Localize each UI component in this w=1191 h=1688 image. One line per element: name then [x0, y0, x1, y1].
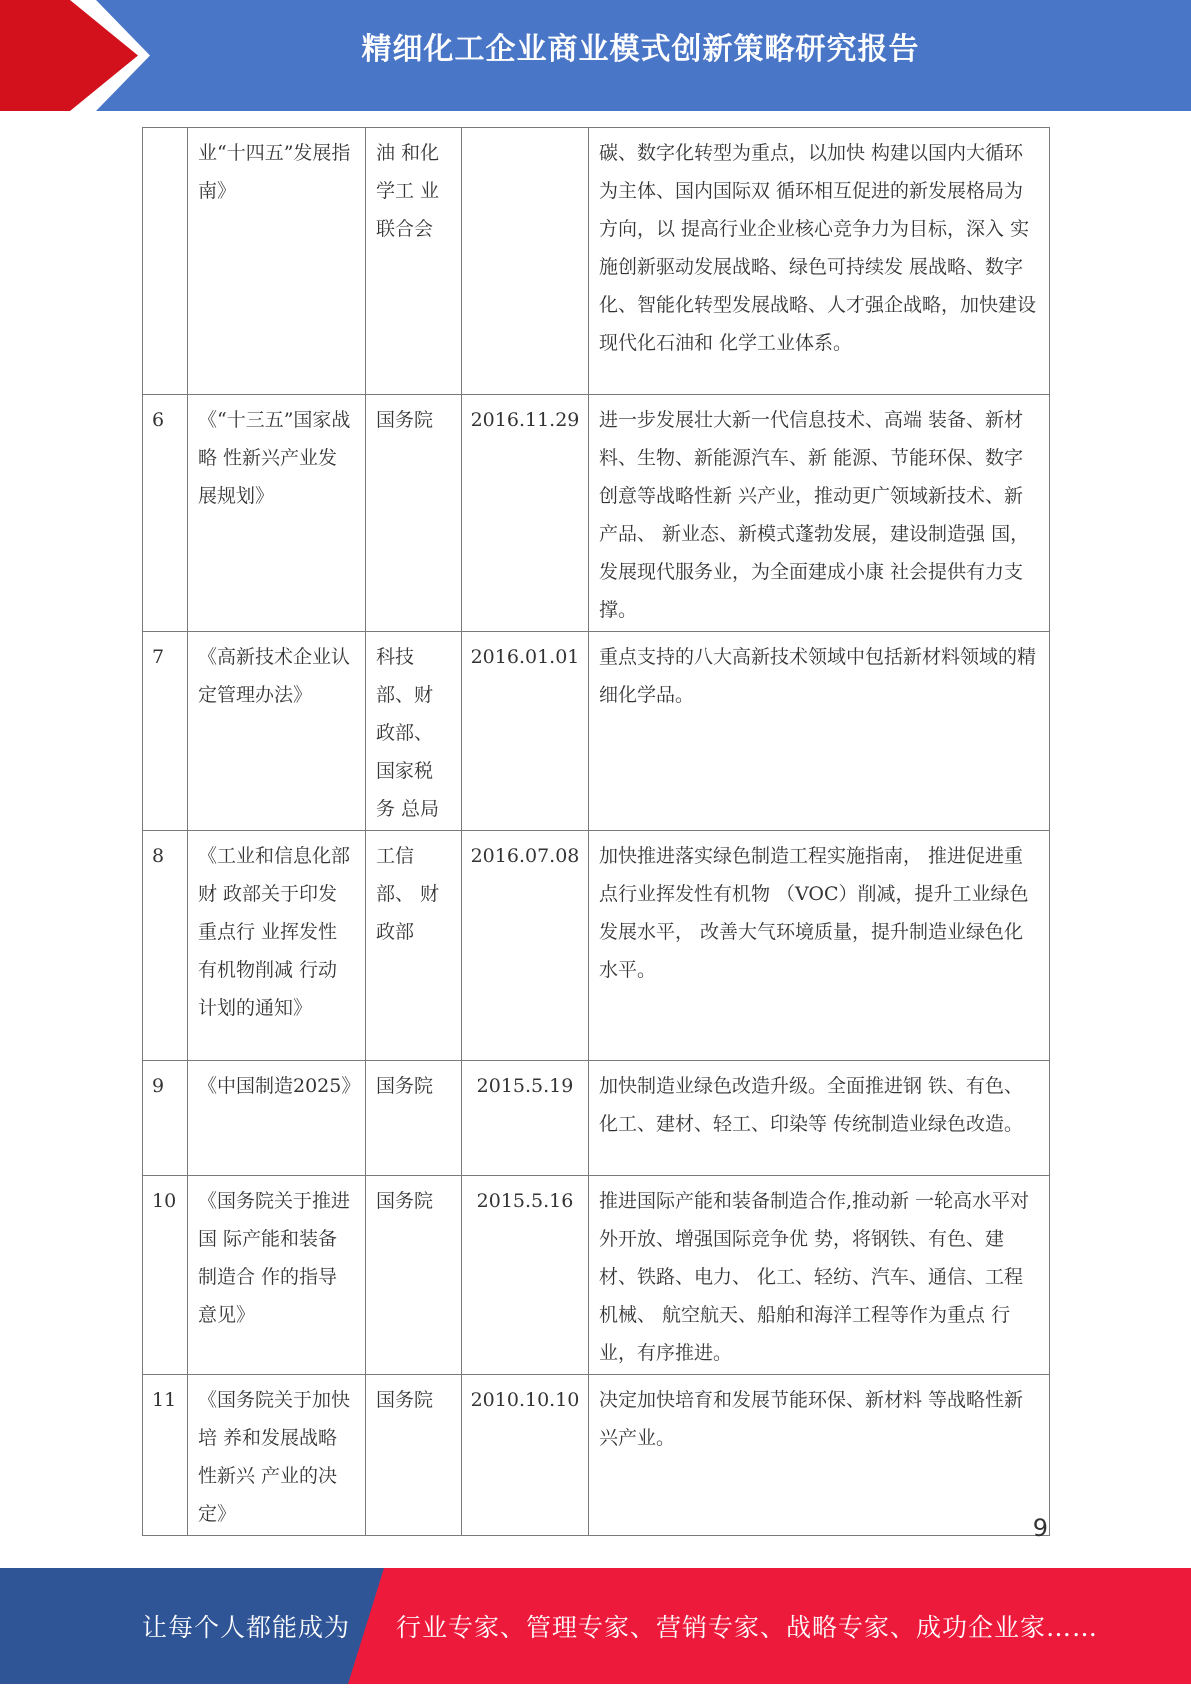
policy-name: 《国务院关于加快培 养和发展战略性新兴 产业的决定》 [188, 1375, 366, 1536]
policy-content: 加快制造业绿色改造升级。全面推进钢 铁、有色、化工、建材、轻工、印染等 传统制造业绿色改造。 [589, 1061, 1050, 1176]
row-number: 6 [143, 395, 188, 632]
issuing-body: 工信部、 财政部 [366, 831, 462, 1061]
policy-content: 决定加快培育和发展节能环保、新材料 等战略性新兴产业。 [589, 1375, 1050, 1536]
row-number: 7 [143, 632, 188, 831]
issuing-body: 国务院 [366, 395, 462, 632]
policy-name: 《工业和信息化部财 政部关于印发重点行 业挥发性有机物削减 行动计划的通知》 [188, 831, 366, 1061]
table-row [143, 1375, 1050, 1536]
policy-name: 《国务院关于推进国 际产能和装备制造合 作的指导意见》 [188, 1176, 366, 1375]
policy-table [142, 127, 1050, 1536]
policy-content: 碳、数字化转型为重点，以加快 构建以国内大循环为主体、国内国际双 循环相互促进的新发展格局为方向，以 提高行业企业核心竞争力为目标，深入 实施创新驱动发展战略、绿色可持续发 展战略、数字化、智能化转型发展战略、人才强企战略，加快建设现代化石油和 化学工业体系。 [589, 128, 1050, 395]
policy-name: 《高新技术企业认定管理办法》 [188, 632, 366, 831]
policy-name: 《“十三五”国家战略 性新兴产业发展规划》 [188, 395, 366, 632]
row-number: 10 [143, 1176, 188, 1375]
row-number: 8 [143, 831, 188, 1061]
table-row [143, 1176, 1050, 1375]
page-header [0, 0, 1191, 111]
issuing-body: 油 和化学工 业联合会 [366, 128, 462, 395]
row-number: 11 [143, 1375, 188, 1536]
table-row [143, 128, 1050, 395]
policy-content: 推进国际产能和装备制造合作,推动新 一轮高水平对外开放、增强国际竞争优 势，将钢铁、有色、建材、铁路、电力、 化工、轻纺、汽车、通信、工程机械、 航空航天、船舶和海洋工程等作为重点 行业，有序推进。 [589, 1176, 1050, 1375]
footer-slogan-left: 让每个人都能成为 [142, 1613, 351, 1642]
report-title: 精细化工企业商业模式创新策略研究报告 [361, 32, 920, 67]
row-number [143, 128, 188, 395]
page-footer [0, 1568, 1191, 1684]
issue-date: 2015.5.19 [462, 1061, 589, 1176]
policy-name: 《中国制造2025》 [188, 1061, 366, 1176]
table-row [143, 632, 1050, 831]
table-row [143, 831, 1050, 1061]
issue-date [462, 128, 589, 395]
table-row [143, 395, 1050, 632]
issue-date: 2016.07.08 [462, 831, 589, 1061]
policy-content: 加快推进落实绿色制造工程实施指南， 推进促进重点行业挥发性有机物 （VOC）削减，提升工业绿色发展水平， 改善大气环境质量，提升制造业绿色化 水平。 [589, 831, 1050, 1061]
issuing-body: 国务院 [366, 1375, 462, 1536]
page-number: 9 [1032, 1514, 1048, 1542]
issue-date: 2016.11.29 [462, 395, 589, 632]
issue-date: 2016.01.01 [462, 632, 589, 831]
issue-date: 2015.5.16 [462, 1176, 589, 1375]
policy-content: 进一步发展壮大新一代信息技术、高端 装备、新材料、生物、新能源汽车、新 能源、节能环保、数字创意等战略性新 兴产业，推动更广领域新技术、新产品、 新业态、新模式蓬勃发展，建设制造强 国，发展现代服务业，为全面建成小康 社会提供有力支撑。 [589, 395, 1050, 632]
header-chevron-arrow [0, 0, 138, 111]
policy-name: 业“十四五”发展指 南》 [188, 128, 366, 395]
issuing-body: 科技部、财政部、国家税务 总局 [366, 632, 462, 831]
issuing-body: 国务院 [366, 1061, 462, 1176]
row-number: 9 [143, 1061, 188, 1176]
footer-slogan-right: 行业专家、管理专家、营销专家、战略专家、成功企业家…… [396, 1613, 1099, 1642]
table-row [143, 1061, 1050, 1176]
issuing-body: 国务院 [366, 1176, 462, 1375]
issue-date: 2010.10.10 [462, 1375, 589, 1536]
policy-content: 重点支持的八大高新技术领域中包括新材料领域的精细化学品。 [589, 632, 1050, 831]
